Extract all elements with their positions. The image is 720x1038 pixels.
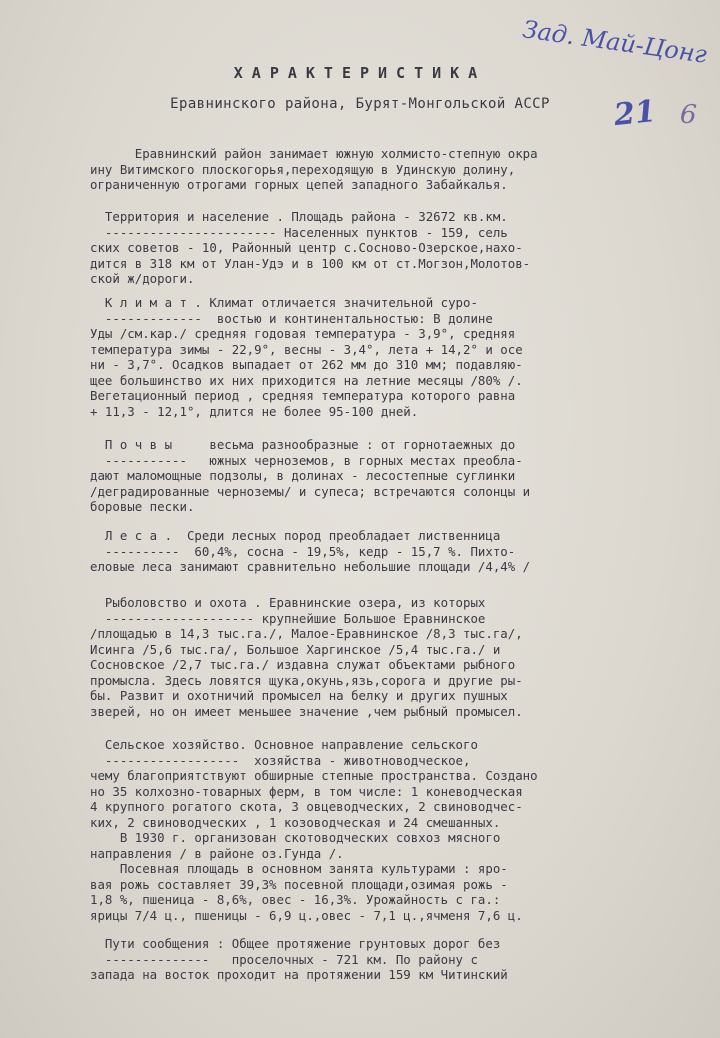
text-line: Л е с а . Среди лесных пород преобладает лиственница: [90, 528, 501, 543]
text-line: ких, 2 свиноводческих , 1 козоводческая и 24 смешанных.: [90, 814, 501, 830]
text-line: ----------- южных черноземов, в горных местах преобла-: [90, 452, 523, 468]
text-line: ину Витимского плоскогорья,переходящую в Удинскую долину,: [90, 161, 516, 177]
text-line: промысла. Здесь ловятся щука,окунь,язь,сорога и другие ры-: [90, 672, 523, 688]
text-line: К л и м а т . Климат отличается значительной суро-: [90, 295, 478, 310]
text-line: Сосновское /2,7 тыс.га./ издавна служат объектами рыбного: [90, 657, 516, 672]
text-line: Территория и население . Площадь района - 32672 кв.км.: [90, 209, 508, 224]
text-line: бы. Развит и охотничий промысел на белку и других пушных: [90, 688, 508, 703]
text-line: температура зимы - 22,9°, весны - 3,4°, лета + 14,2° и осе: [90, 341, 523, 357]
handwritten-mark: 6: [678, 99, 698, 131]
handwritten-page-number: 21: [612, 93, 658, 134]
text-line: Уды /см.кар./ средняя годовая температура - 3,9°, средняя: [90, 326, 516, 341]
paragraph-forests: [90, 528, 670, 575]
text-line: П о ч в ы весьма разнообразные : от горнотаежных до: [90, 437, 516, 452]
text-line: Пути сообщения : Общее протяжение грунтовых дорог без: [90, 936, 501, 951]
text-line: ------------------ хозяйства - животноводческое,: [90, 752, 471, 768]
text-line: еловые леса занимают сравнительно небольшие площади /4,4% /: [90, 559, 531, 574]
text-line: ярицы 7/4 ц., пшеницы - 6,9 ц.,овес - 7,1 ц.,ячменя 7,6 ц.: [90, 907, 523, 923]
text-line: ---------- 60,4%, сосна - 19,5%, кедр - 15,7 %. Пихто-: [90, 543, 516, 559]
text-line: + 11,3 - 12,1°, длится не более 95-100 дней.: [90, 403, 419, 419]
text-line: 1,8 %, пшеница - 8,6%, овес - 16,3%. Урожайность с га.:: [90, 892, 501, 907]
text-line: зверей, но он имеет меньшее значение ,чем рыбный промысел.: [90, 703, 523, 719]
text-line: боровые пески.: [90, 499, 195, 514]
text-line: Еравнинский район занимает южную холмисто-степную окра: [90, 146, 538, 161]
document-title: ХАРАКТЕРИСТИКА: [233, 64, 487, 82]
paragraph-intro: [90, 146, 670, 193]
document-subtitle: Еравнинского района, Бурят-Монгольской АССР: [170, 96, 550, 112]
text-line: ни - 3,7°. Осадков выпадает от 262 мм до 310 мм; подавляю-: [90, 357, 523, 372]
text-line: дится в 318 км от Улан-Удэ и в 100 км от ст.Могзон,Молотов-: [90, 255, 531, 271]
paragraph-territory: [90, 209, 670, 287]
paragraph-fishing-hunting: [90, 595, 670, 719]
paragraph-agriculture: [90, 737, 670, 923]
text-line: ской ж/дороги.: [90, 271, 195, 286]
text-line: дают маломощные подзолы, в долинах - лесостепные суглинки: [90, 468, 516, 483]
text-line: щее большинство их них приходится на летние месяцы /80% /.: [90, 372, 523, 388]
text-line: ограниченную отрогами горных цепей западного Забайкалья.: [90, 177, 508, 192]
paragraph-roads: [90, 936, 670, 983]
text-line: В 1930 г. организован скотоводческих совхоз мясного: [90, 830, 501, 845]
text-line: Исинга /5,6 тыс.га/, Большое Харгинское /5,4 тыс.га./ и: [90, 641, 501, 657]
paragraph-soils: [90, 437, 670, 515]
text-line: Вегетационный период , средняя температура которого равна: [90, 388, 516, 403]
text-line: /площадью в 14,3 тыс.га./, Малое-Еравнинское /8,3 тыс.га/,: [90, 626, 523, 641]
text-line: /деградированные черноземы/ и супеса; встречаются солонцы и: [90, 483, 531, 499]
text-line: 4 крупного рогатого скота, 3 овцеводческих, 2 свиноводчес-: [90, 799, 523, 814]
text-line: Сельское хозяйство. Основное направление сельского: [90, 737, 478, 752]
text-line: Рыболовство и охота . Еравнинские озера, из которых: [90, 595, 486, 610]
text-line: вая рожь составляет 39,3% посевной площади,озимая рожь -: [90, 876, 508, 892]
text-line: -------------- проселочных - 721 км. По району с: [90, 951, 478, 967]
text-line: запада на восток проходит на протяжении 159 км Читинский: [90, 967, 508, 982]
text-line: Посевная площадь в основном занята культурами : яро-: [90, 861, 508, 876]
text-line: -------------------- крупнейшие Большое Еравнинское: [90, 610, 486, 626]
text-line: ----------------------- Населенных пунктов - 159, сель: [90, 224, 508, 240]
text-line: но 35 колхозно-товарных ферм, в том числе: 1 коневодческая: [90, 783, 523, 799]
text-line: чему благоприятствуют обширные степные пространства. Создано: [90, 768, 538, 783]
text-line: направления / в районе оз.Гунда /.: [90, 845, 344, 861]
text-line: ------------- востью и континентальностью: В долине: [90, 310, 493, 326]
paragraph-climate: [90, 295, 670, 419]
text-line: ских советов - 10, Районный центр с.Сосново-Озерское,нахо-: [90, 240, 523, 255]
handwritten-annotation: Зад. Май-Цонг: [520, 15, 709, 69]
